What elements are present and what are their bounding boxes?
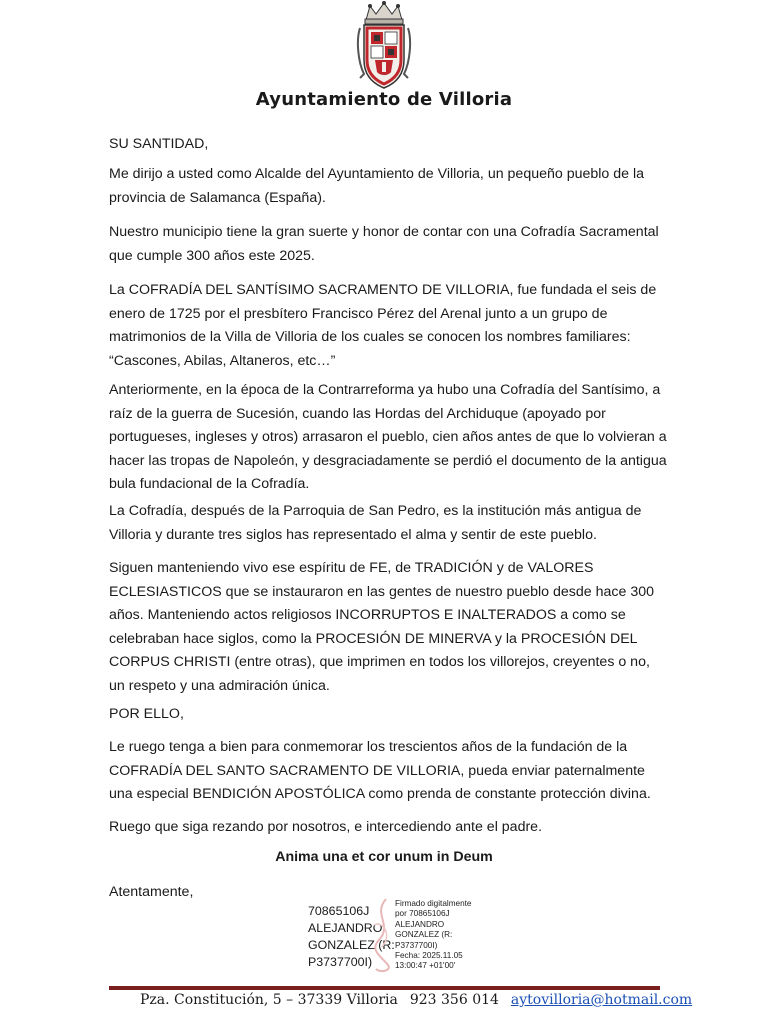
coat-of-arms-icon	[356, 0, 412, 90]
letter-paragraph: Siguen manteniendo vivo ese espíritu de FE, de TRADICIÓN y de VALORES ECLESIASTICOS que se instauraron en las gentes de nuestro pueblo desde hace 300 años. Manteniendo actos religiosos INCORRUPTOS E INALTERADOS a como se celebraban hace siglos, como la PROCESIÓN DE MINERVA y la PROCESIÓN DEL CORPUS CHRISTI (entre otras), que imprimen en todos los villorejos, creyentes o no, un respeto y una admiración única.	[109, 560, 654, 694]
motto: Anima una et cor unum in Deum	[275, 849, 493, 865]
signer-line: 70865106J	[308, 904, 370, 918]
footer-email-link[interactable]: aytovilloria@hotmail.com	[510, 992, 693, 1008]
signature-detail-line: por 70865106J	[395, 909, 450, 919]
footer-contact	[140, 992, 692, 1008]
letter-paragraph: POR ELLO,	[109, 706, 184, 722]
letter-paragraph: Ruego que siga rezando por nosotros, e intercediendo ante el padre.	[109, 819, 543, 835]
letter-paragraph: Le ruego tenga a bien para conmemorar los trescientos años de la fundación de la COFRADÍA DEL SANTO SACRAMENTO DE VILLORIA, pueda enviar paternalmente una especial BENDICIÓN APOSTÓLICA como prenda de constante protección divina.	[109, 739, 651, 802]
letter-paragraph: Nuestro municipio tiene la gran suerte y honor de contar con una Cofradía Sacramental que cumple 300 años este 2025.	[109, 224, 659, 264]
letter-paragraph: La Cofradía, después de la Parroquia de San Pedro, es la institución más antigua de Villoria y durante tres siglos has representado el alma y sentir de este pueblo.	[109, 503, 642, 543]
signature-detail-line: Fecha: 2025.11.05	[395, 951, 463, 961]
letter-paragraph: Anteriormente, en la época de la Contrarreforma ya hubo una Cofradía del Santísimo, a raíz de la guerra de Sucesión, cuando las Hordas del Archiduque (apoyado por portugueses, ingleses y otros) arrasaron el pueblo, cien años antes de que lo volvieran a hacer las tropas de Napoleón, y desgraciadamente se perdió el documento de la antigua bula fundacional de la Cofradía.	[109, 382, 667, 492]
footer-phone: 923 356 014	[409, 992, 499, 1008]
letter-paragraph: La COFRADÍA DEL SANTÍSIMO SACRAMENTO DE VILLORIA, fue fundada el seis de enero de 1725 por el presbítero Francisco Pérez del Arenal junto a un grupo de matrimonios de la Villa de Villoria de los cuales se conocen los nombres familiares: “Cascones, Abilas, Altaneros, etc…”	[109, 282, 657, 369]
signature-detail-line: ALEJANDRO	[395, 919, 445, 929]
signature-detail-line: GONZALEZ (R:	[395, 930, 453, 940]
footer-divider	[109, 986, 660, 990]
signature-detail-line: Firmado digitalmente	[395, 899, 472, 908]
signer-line: GONZALEZ (R:	[308, 938, 395, 952]
salutation: SU SANTIDAD,	[109, 136, 209, 152]
digital-signature-details	[395, 899, 471, 972]
footer-address: Pza. Constitución, 5 – 37339 Villoria	[140, 992, 398, 1008]
closing: Atentamente,	[109, 884, 194, 900]
signer-line: ALEJANDRO	[308, 921, 383, 935]
signer-line: P3737700I)	[308, 955, 373, 969]
signature-detail-line: P3737700I)	[395, 940, 438, 950]
organization-title: Ayuntamiento de Villoria	[255, 89, 513, 110]
letter-paragraph: Me dirijo a usted como Alcalde del Ayuntamiento de Villoria, un pequeño pueblo de la provincia de Salamanca (España).	[109, 166, 645, 206]
signature-detail-line: 13:00:47 +01'00'	[395, 961, 456, 971]
